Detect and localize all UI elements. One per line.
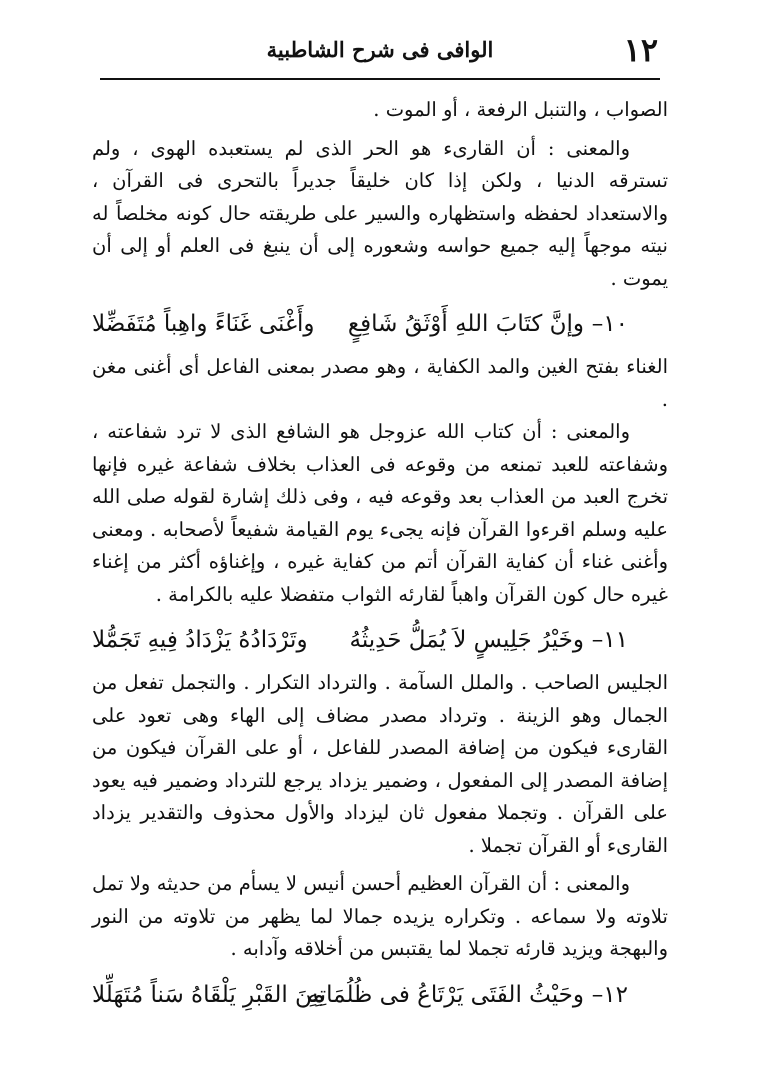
verse-second-hemistich: مِنَ القَبْرِ يَلْقَاهُ سَناً مُتَهَلِّلا bbox=[92, 981, 325, 1008]
paragraph: الصواب ، والتنبل الرفعة ، أو الموت . bbox=[373, 98, 668, 121]
paragraph: والمعنى : أن القارىء هو الحر الذى لم يستعبده الهوى ، ولم تسترقه الدنيا ، ولكن إذا كان خليقاً جديراً بالتحرى فى القرآن ، والاستعداد لحفظه واستظهاره والسير على طريقته حال كونه مخلصاً له نيته موجهاً إليه جميع حواسه وشعوره إلى أن ينبغ فى العلم أو إلى أن يموت . bbox=[92, 136, 668, 290]
verse-second-hemistich: وتَرْدَادُهُ يَزْدَادُ فِيهِ تَجَمُّلا bbox=[92, 627, 308, 653]
header-rule bbox=[100, 78, 660, 80]
paragraph: والمعنى : أن القرآن العظيم أحسن أنيس لا يسأم من حديثه ولا تمل تلاوته ولا سماعه . وتكراره يزيده جمالا لما يظهر من تلاوته من النور والبهجة ويزيد قارئه تجملا لما يقتبس من أخلاقه وآدابه . bbox=[92, 872, 668, 960]
verse-line bbox=[92, 615, 668, 665]
verse-line bbox=[92, 299, 668, 349]
running-title: الوافى فى شرح الشاطبية bbox=[266, 37, 494, 62]
page-body bbox=[92, 94, 668, 1022]
verse-number: ١٠– bbox=[591, 311, 628, 337]
verse-number: ١٢– bbox=[591, 981, 628, 1008]
paragraph: والمعنى : أن كتاب الله عزوجل هو الشافع الذى لا ترد شفاعته ، وشفاعته للعبد تمنعه من وقوعه فى العذاب بخلاف شفاعة غيره فإنها تخرج العبد من العذاب بعد وقوعه فيه ، وفى ذلك إشارة لقوله صلى الله عليه وسلم اقرءوا القرآن فإنه يجىء يوم القيامة شفيعاً لأصحابه . ومعنى وأغنى غناء أن كفاية القرآن أتم من كفاية غيره ، وإغناؤه أكثر من إغناء غيره حال كون القرآن واهباً لقارئه الثواب متفضلا عليه بالكرامة . bbox=[92, 420, 668, 606]
verse-first-hemistich: وحَيْثُ الفَتَى يَرْتَاعُ فى ظُلُمَاتِهِ bbox=[307, 981, 584, 1008]
paragraph: الغناء بفتح الغين والمد الكفاية ، وهو مصدر بمعنى الفاعل أى أغنى مغن . bbox=[92, 355, 668, 411]
verse-second-hemistich: وأَغْنَى غَنَاءً واهِباً مُتَفَضِّلا bbox=[92, 311, 315, 337]
verse-first-hemistich: وخَيْرُ جَلِيسٍ لاَ يُمَلُّ حَدِيثُهُ bbox=[349, 627, 584, 653]
page-number: ١٢ bbox=[623, 31, 658, 69]
verse-number: ١١– bbox=[591, 627, 628, 653]
paragraph: الجليس الصاحب . والملل السآمة . والترداد التكرار . والتجمل تفعل من الجمال وهو الزينة . وترداد مصدر مضاف إلى الهاء وهى تعود على القارىء فيكون من إضافة المصدر للفاعل ، أو على القرآن فيكون من إضافة المصدر إلى المفعول ، وضمير يزداد يرجع للترداد وضمير فيه يعود على القرآن . وتجملا مفعول ثان ليزداد والأول محذوف والتقدير يزداد القارىء أو القرآن تجملا . bbox=[92, 671, 668, 857]
page-header bbox=[100, 28, 660, 72]
verse-line bbox=[92, 970, 668, 1020]
verse-first-hemistich: وإنَّ كتَابَ اللهِ أَوْثَقُ شَافِعٍ bbox=[347, 311, 584, 337]
